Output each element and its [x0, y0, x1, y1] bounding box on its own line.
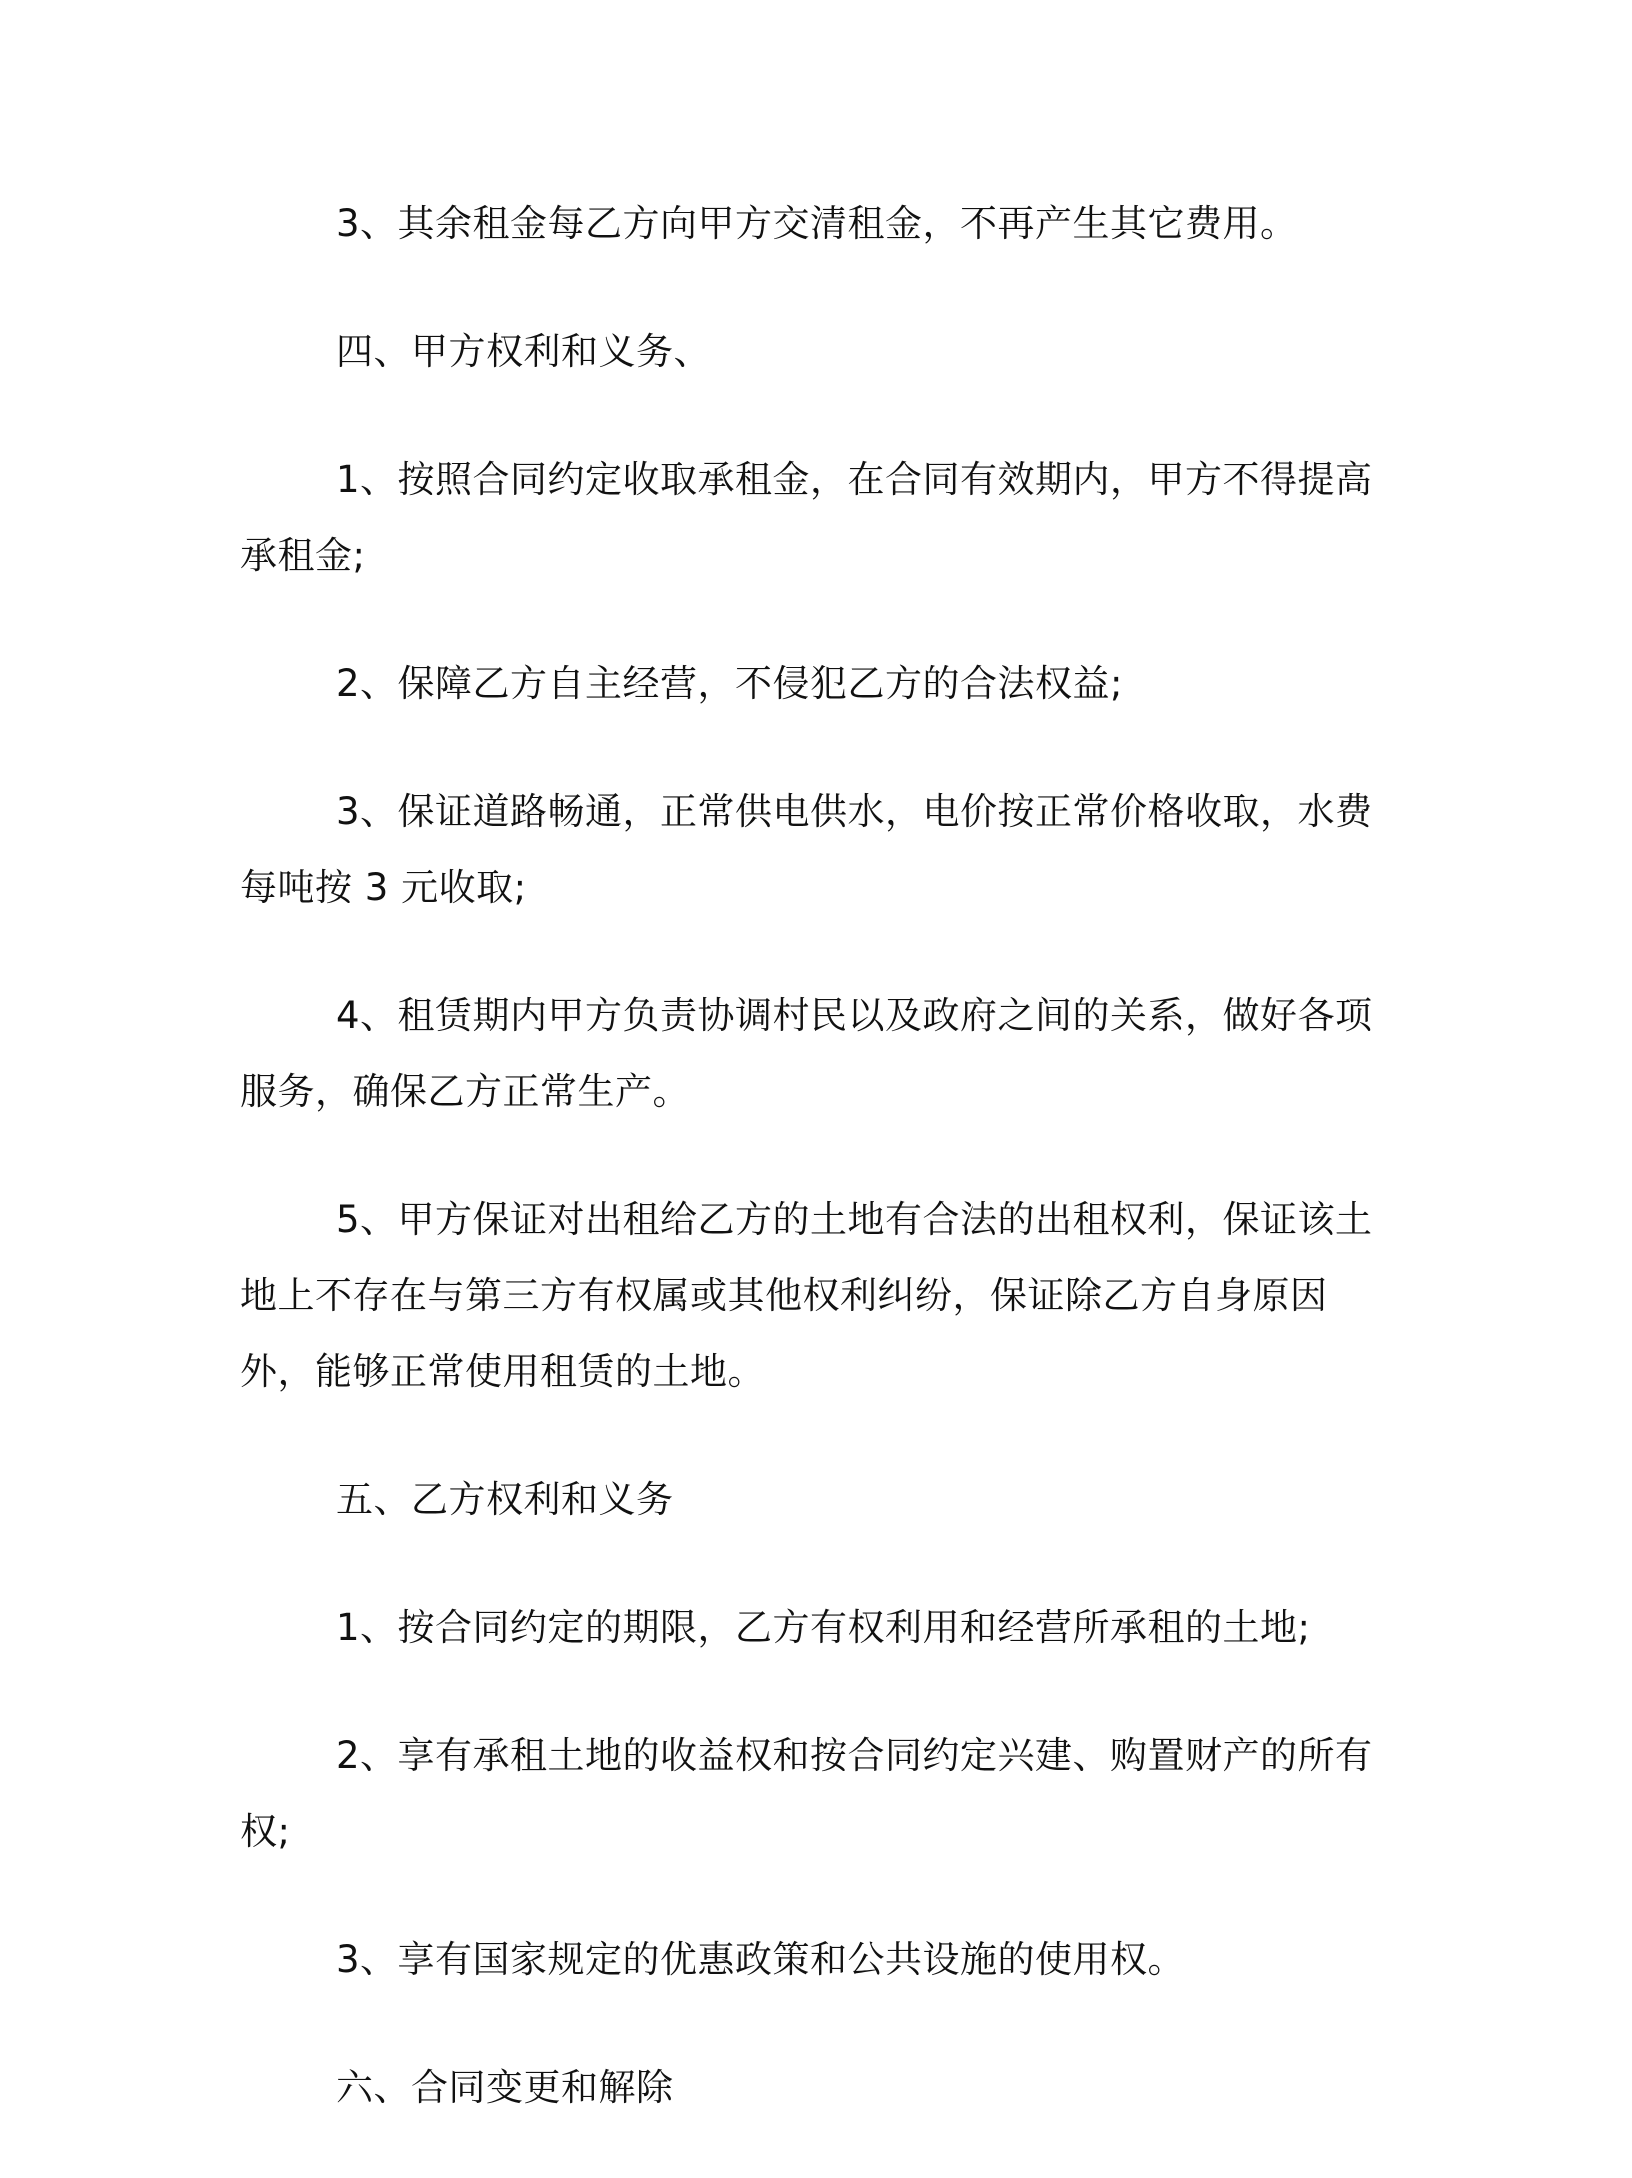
clause-4-coordination: 4、租赁期内甲方负责协调村民以及政府之间的关系，做好各项服务，确保乙方正常生产。: [240, 994, 1373, 1113]
clause-3-preferential-policy: 3、享有国家规定的优惠政策和公共设施的使用权。: [336, 1938, 1186, 1981]
clause-1-use-land: 1、按合同约定的期限，乙方有权利用和经营所承租的土地;: [336, 1606, 1311, 1649]
clause-3-utilities: 3、保证道路畅通，正常供电供水，电价按正常价格收取，水费每吨按 3 元收取;: [240, 790, 1373, 909]
section-heading-party-b-rights: 五、乙方权利和义务: [336, 1478, 674, 1521]
clause-3-remaining-rent: 3、其余租金每乙方向甲方交清租金，不再产生其它费用。: [336, 202, 1298, 245]
clause-2-income-ownership: 2、享有承租土地的收益权和按合同约定兴建、购置财产的所有权;: [240, 1734, 1373, 1853]
clause-5-land-rights: 5、甲方保证对出租给乙方的土地有合法的出租权利，保证该土地上不存在与第三方有权属或其他权利纠纷，保证除乙方自身原因外，能够正常使用租赁的土地。: [240, 1198, 1373, 1393]
clause-1-collect-rent: 1、按照合同约定收取承租金，在合同有效期内，甲方不得提高承租金;: [240, 458, 1373, 577]
section-heading-party-a-rights: 四、甲方权利和义务、: [336, 330, 711, 373]
document-body: [240, 186, 1390, 2178]
section-heading-contract-change: 六、合同变更和解除: [336, 2066, 674, 2109]
clause-2-protect-operation: 2、保障乙方自主经营，不侵犯乙方的合法权益;: [336, 662, 1124, 705]
